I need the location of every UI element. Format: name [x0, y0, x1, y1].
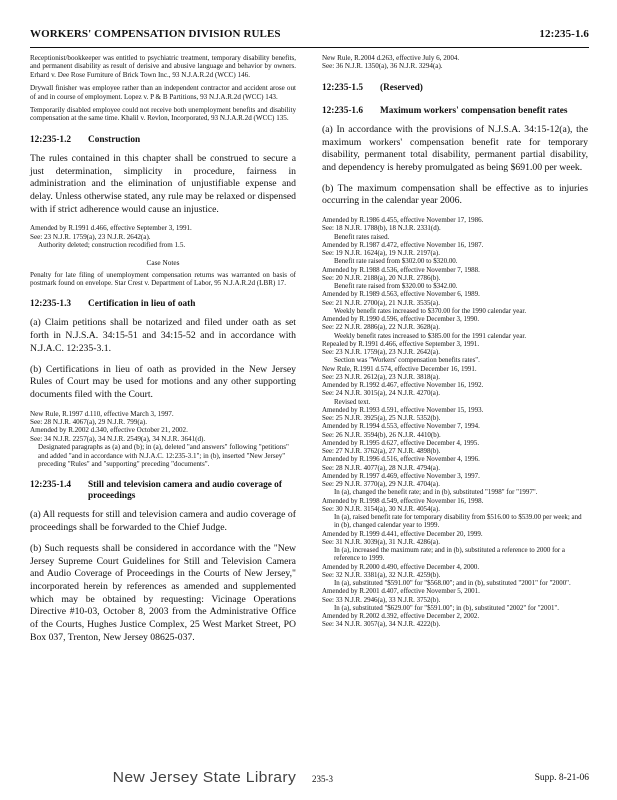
section-history: [30, 224, 296, 249]
history-line: Amended by R.1994 d.553, effective November 7, 1994.: [322, 422, 480, 431]
history-line: See: 29 N.J.R. 3770(a), 29 N.J.R. 4704(a).: [322, 480, 440, 489]
history-line: Amended by R.2001 d.407, effective November 5, 2001.: [322, 587, 480, 596]
history-line: New Rule, R.2004 d.263, effective July 6, 2004.: [322, 54, 460, 62]
subsection-a: (a) In accordance with the provisions of N.J.S.A. 34:15-12(a), the maximum workers' compensation benefit rate for temporary disability, permanent total disability, permanent partial disability, and dependency is hereby promulgated as being $691.00 per week.: [322, 123, 588, 173]
section-heading-camera-coverage: [30, 480, 296, 502]
subsection-a: (a) All requests for still and television camera and audio coverage of proceedings shall be forwarded to the Chief Judge.: [30, 509, 296, 534]
section-number: 12:235-1.5: [322, 82, 364, 93]
history-line: See: 31 N.J.R. 3039(a), 31 N.J.R. 4286(a).: [322, 537, 440, 546]
history-note: Section was "Workers' compensation benefits rates".: [334, 356, 480, 365]
section-text: The rules contained in this chapter shall be construed to secure a just determination, simplicity in procedure, fairness in administration and the elimination of unjustifiable expense and delay. Unless otherwise stated, any rule may be relaxed or dispensed with if strict adherence would cause an injustice.: [30, 152, 296, 215]
history-line: Amended by R.1997 d.469, effective November 3, 1997.: [322, 471, 480, 480]
history-note: Revised text.: [334, 397, 371, 406]
history-note: Benefit rates raised.: [334, 232, 390, 241]
page-number: 235-3: [312, 774, 333, 784]
subsection-b: (b) The maximum compensation shall be effective as to injuries occurring in the calendar year 2006.: [322, 182, 588, 207]
history-line: See: 34 N.J.R. 2257(a), 34 N.J.R. 2549(a), 34 N.J.R. 3641(d).: [30, 434, 206, 443]
library-stamp: New Jersey State Library: [112, 769, 297, 786]
subsection-a: (a) Claim petitions shall be notarized and filed under oath as set forth in N.J.S.A. 34:15-51 and 34:15-52 and in accordance with N.J.A.C. 12:235-3.1.: [30, 317, 296, 354]
history-line: See: 22 N.J.R. 2886(a), 22 N.J.R. 3628(a).: [322, 323, 440, 332]
history-line: Amended by R.1987 d.472, effective November 16, 1987.: [322, 240, 484, 249]
history-line: Amended by R.1991 d.466, effective September 3, 1991.: [30, 224, 192, 233]
history-line: See: 21 N.J.R. 2700(a), 21 N.J.R. 3535(a).: [322, 298, 440, 307]
history-note: In (a), changed the benefit rate; and in (b), substituted "1998" for "1997".: [334, 488, 538, 497]
history-line: Amended by R.1996 d.516, effective November 4, 1996.: [322, 455, 480, 464]
subsection-b: (b) Certifications in lieu of oath as provided in the New Jersey Rules of Court may be used for motions and any other supporting documents filed with the Court.: [30, 363, 296, 400]
annotation: Temporarily disabled employee could not receive both unemployment benefits and disability compensation at the same time. Khalil v. Revlon, Incorporated, 93 N.J.A.R.2d (WCC) 135.: [30, 106, 296, 123]
history-line: Amended by R.2002 d.340, effective October 21, 2002.: [30, 426, 188, 435]
case-notes-heading: Case Notes: [146, 257, 180, 267]
rate-history-list: [322, 216, 588, 629]
history-line: See: 25 N.J.R. 3925(a), 25 N.J.R. 5352(b).: [322, 414, 441, 423]
history-line: Amended by R.2000 d.490, effective December 4, 2000.: [322, 562, 480, 571]
history-line: See: 30 N.J.R. 3154(a), 30 N.J.R. 4054(a).: [322, 504, 440, 513]
annotation: Drywall finisher was employee rather than an independent contractor and accident arose out of and in course of employment. Lopez v. P & B Partitions, 93 N.J.A.R.2d (WCC) 143.: [30, 84, 296, 101]
history-line: Amended by R.1989 d.563, effective November 6, 1989.: [322, 290, 480, 299]
section-number: 12:235-1.2: [30, 134, 72, 145]
history-note: In (a), raised benefit rate for temporary disability from $516.00 to $539.00 per week; and in (b), changed calendar year to 1999.: [334, 513, 582, 530]
history-note: Benefit rate raised from $302.00 to $320.00.: [334, 257, 458, 266]
history-line: See: 28 N.J.R. 4067(a), 29 N.J.R. 799(a).: [30, 418, 148, 427]
history-line: See: 34 N.J.R. 3057(a), 34 N.J.R. 4222(b).: [322, 620, 441, 629]
subsection-b: (b) Such requests shall be considered in accordance with the "New Jersey Supreme Court Guidelines for Still and Television Camera and Audio Coverage of Proceedings in the Courts of New Jersey," incorporated herein by references as amended and supplemented which may be obtained by requesting: Vicinage Operations Directive #10-03, October 8, 2003 from the Administrative Office of the Courts, Hughes Justice Complex, 25 West Market Street, PO Box 037, Trenton, New Jersey 08625-037.: [30, 542, 296, 643]
right-column: [322, 54, 588, 629]
running-title: WORKERS' COMPENSATION DIVISION RULES: [30, 28, 281, 40]
history-line: See: 23 N.J.R. 1759(a), 23 N.J.R. 2642(a).: [322, 348, 440, 357]
history-line: See: 23 N.J.R. 2612(a), 23 N.J.R. 3818(a).: [322, 372, 440, 381]
history-line: Amended by R.2002 d.392, effective December 2, 2002.: [322, 612, 480, 621]
history-line: See: 20 N.J.R. 2188(a), 20 N.J.R. 2786(b).: [322, 273, 441, 282]
history-note: Weekly benefit rates increased to $385.00 for the 1991 calendar year.: [334, 331, 527, 340]
history-line: Repealed by R.1991 d.466, effective September 3, 1991.: [322, 339, 480, 348]
history-line: Amended by R.1992 d.467, effective November 16, 1992.: [322, 381, 484, 390]
history-line: Amended by R.1995 d.627, effective December 4, 1995.: [322, 438, 480, 447]
history-line: See: 26 N.J.R. 3594(b), 26 N.J.R. 4410(b).: [322, 430, 441, 439]
history-note: In (a), substituted "$629.00" for "$591.00"; in (b), substituted "2002" for "2001".: [334, 603, 559, 612]
history-line: See: 18 N.J.R. 1788(b), 18 N.J.R. 2331(d).: [322, 224, 441, 233]
history-note: Weekly benefit rates increased to $370.00 for the 1990 calendar year.: [334, 306, 527, 315]
section-history: [30, 410, 296, 469]
page-footer: [30, 769, 589, 790]
history-note: In (a), substituted "$591.00" for "$568.00"; and in (b), substituted "2001" for "2000".: [334, 579, 571, 588]
section-heading-max-rates: [322, 106, 588, 117]
section-reference: 12:235-1.6: [539, 28, 589, 40]
section-title: Construction: [88, 134, 141, 145]
section-title: Still and television camera and audio coverage of proceedings: [88, 480, 282, 502]
section-number: 12:235-1.4: [30, 480, 72, 491]
history-line: See: 23 N.J.R. 1759(a), 23 N.J.R. 2642(a).: [30, 232, 151, 241]
history-line: Amended by R.1988 d.536, effective November 7, 1988.: [322, 265, 480, 274]
history-line: New Rule, R.1997 d.110, effective March 3, 1997.: [30, 409, 174, 418]
history-line: See: 32 N.J.R. 3381(a), 32 N.J.R. 4259(b).: [322, 570, 441, 579]
history-note: In (a), increased the maximum rate; and in (b), substituted a reference to 2000 for a reference to 1999.: [334, 546, 565, 563]
history-note: Benefit rate raised from $320.00 to $342.00.: [334, 282, 458, 291]
section-history: [322, 54, 588, 71]
section-heading-reserved: [322, 83, 588, 94]
history-line: See: 36 N.J.R. 1350(a), 36 N.J.R. 3294(a).: [322, 62, 443, 71]
section-title: Certification in lieu of oath: [88, 299, 196, 310]
section-heading-certification: [30, 299, 296, 310]
history-line: Amended by R.1990 d.596, effective December 3, 1990.: [322, 315, 480, 324]
history-line: See: 27 N.J.R. 3762(a), 27 N.J.R. 4898(b).: [322, 447, 441, 456]
section-heading-construction: [30, 135, 296, 146]
history-line: Amended by R.1998 d.549, effective November 16, 1998.: [322, 496, 484, 505]
history-line: See: 28 N.J.R. 4077(a), 28 N.J.R. 4794(a).: [322, 463, 440, 472]
history-line: Amended by R.1999 d.441, effective December 20, 1999.: [322, 529, 483, 538]
history-line: See: 33 N.J.R. 2946(a), 33 N.J.R. 3752(b).: [322, 595, 441, 604]
section-title: (Reserved): [380, 82, 423, 93]
page-header: [30, 25, 589, 48]
history-note: Authority deleted; construction recodified from 1.5.: [38, 241, 186, 250]
history-line: Amended by R.1993 d.591, effective November 15, 1993.: [322, 405, 484, 414]
supplement-date: Supp. 8-21-06: [534, 773, 589, 783]
left-column: [30, 54, 296, 652]
history-line: New Rule, R.1991 d.574, effective December 16, 1991.: [322, 364, 477, 373]
history-line: See: 24 N.J.R. 3015(a), 24 N.J.R. 4270(a).: [322, 389, 440, 398]
history-line: Amended by R.1986 d.455, effective November 17, 1986.: [322, 216, 484, 225]
section-title: Maximum workers' compensation benefit rates: [380, 105, 568, 116]
history-line: See: 19 N.J.R. 1624(a), 19 N.J.R. 2197(a).: [322, 249, 440, 258]
history-note: Designated paragraphs as (a) and (b); in (a), deleted "and answers" following "petitions" and added "and in accordance with N.J.A.C. 12:235-3.1"; in (b), inserted "New Jersey" preceding "Rules" and "supporting" preceding "documents".: [38, 443, 289, 469]
section-number: 12:235-1.3: [30, 299, 72, 310]
case-note: Penalty for late filing of unemployment compensation returns was warranted on basis of postmark found on envelope. Star Crest v. Department of Labor, 95 N.J.A.R.2d (LBR) 17.: [30, 270, 296, 287]
annotation: Receptionist/bookkeeper was entitled to psychiatric treatment, temporary disability benefits, and permanent disability as result of derisive and abusive language and behavior by owners. Erhard v. Dee Rose Furniture of Brick Town Inc., 93 N.J.A.R.2d (WCC) 146.: [30, 54, 296, 79]
section-number: 12:235-1.6: [322, 105, 364, 116]
